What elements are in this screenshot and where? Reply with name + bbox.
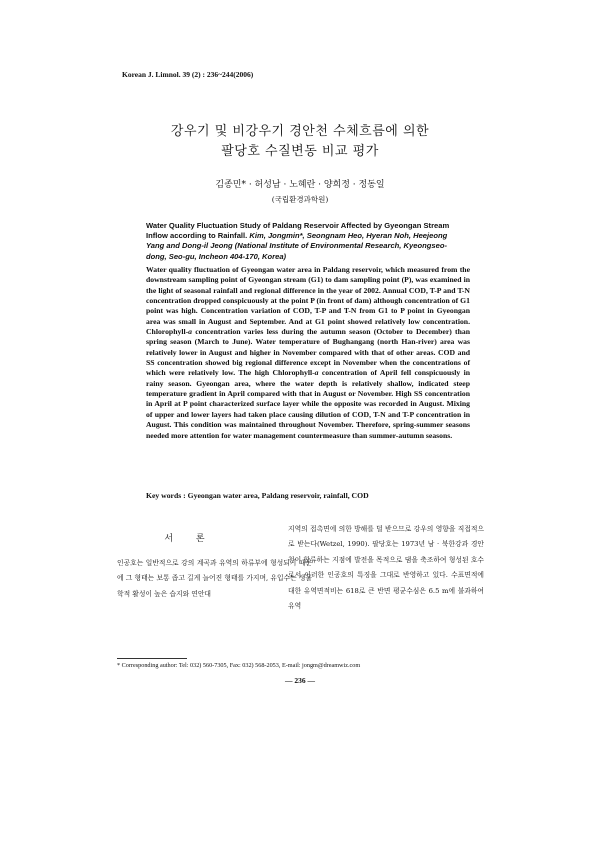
english-affiliation: (National Institute of Environmental Research, Kyeongseo-dong, Seo-gu, Incheon 404-170, Korea): [146, 241, 447, 261]
journal-reference: Korean J. Limnol. 39 (2) : 236~244(2006): [122, 70, 254, 79]
intro-left-column: 인공호는 일반적으로 강의 계곡과 유역의 하류부에 형성되기 때문에 그 형태는 보통 좁고 길게 늘어진 형태를 가지며, 유입수는 생물학적 활성이 높은 습지와 연안대: [117, 559, 312, 598]
english-authors: Kim, Jongmin*, Seongnam Heo, Hyeran Noh, Heejeong Yang and Dong-il Jeong: [146, 231, 448, 251]
english-title: Water Quality Fluctuation Study of Paldang Reservoir Affected by Gyeongan Stream Inflow according to Rainfall.: [146, 221, 450, 241]
abstract-italic-a-2: a: [314, 368, 319, 378]
section-heading-introduction: 서 론: [164, 534, 215, 544]
korean-title: [100, 122, 500, 162]
footnote-divider: [117, 658, 187, 659]
english-title-block: [146, 221, 466, 262]
korean-title-line-2: 팔당호 수질변동 비교 평가: [221, 144, 379, 159]
abstract-text-2: concentration varies less during the autumn season (October to December) than spring season (March to June). Water temperature of Bughangang (north Han-river) area was relatively lower in August and higher in November compared with that of other areas. COD and SS concentration showed big regional difference except in November when the concentrations of which were relatively low. The high Chlorophyll-: [146, 327, 470, 378]
corresponding-author-footnote: * Corresponding author: Tel: 032) 560-7305, Fax: 032) 568-2053, E-mail: jongm@dreamwiz.com: [117, 662, 361, 669]
page-number: — 236 —: [285, 676, 315, 685]
korean-title-line-1: 강우기 및 비강우기 경안천 수체흐름에 의한: [170, 124, 430, 139]
abstract-text-3: concentration of April fell conspicuously in rainy season. Gyeongan area, where the water depth is relatively shallow, indicated steep temperature gradient in April compared with that in August or November. High SS concentration in April at P point characterized surface layer while the opposite was recorded in August. Mixing of upper and lower layers had taken place causing dilution of COD, T-N and T-P concentration in August. This condition was maintained throughout November. Therefore, spring-summer seasons needed more attention for water management countermeasure than summer-autumn seasons.: [146, 368, 470, 440]
korean-authors: 김종민* · 허성남 · 노혜란 · 양희정 · 정동일: [215, 180, 385, 190]
korean-affiliation: (국립환경과학원): [271, 195, 329, 204]
keywords: Key words : Gyeongan water area, Paldang reservoir, rainfall, COD: [146, 491, 369, 500]
abstract-italic-a-1: a: [188, 327, 192, 337]
abstract: [146, 265, 470, 441]
abstract-text-1: Water quality fluctuation of Gyeongan water area in Paldang reservoir, which measured from the downstream sampling point of Gyeongan stream (G1) to dam sampling point (P), was examined in the light of seasonal rainfall and regional difference in the year of 2002. Annual COD, T-P and T-N concentration dropped conspicuously at the point P (in front of dam) although concentration of G1 point was high. Concentration variation of COD, T-P and T-N from G1 to P point in Gyeongan area was small in August and September. And at G1 point showed relatively low concentration. Chlorophyll-: [146, 265, 470, 337]
intro-right-column: 지역의 접촉면에 의한 방해를 덜 받으므로 강우의 영향을 직접적으로 받는다(Wetzel, 1990). 팔당호는 1973년 남 · 북한강과 경안천이 합류하는 지점에 발전을 목적으로 댐을 축조하여 형성된 호수로서 이러한 인공호의 특징을 그대로 반영하고 있다. 수표면적에 대한 유역면적비는 618로 큰 반면 평균수심은 6.5 m에 불과하여 유역: [288, 525, 484, 611]
